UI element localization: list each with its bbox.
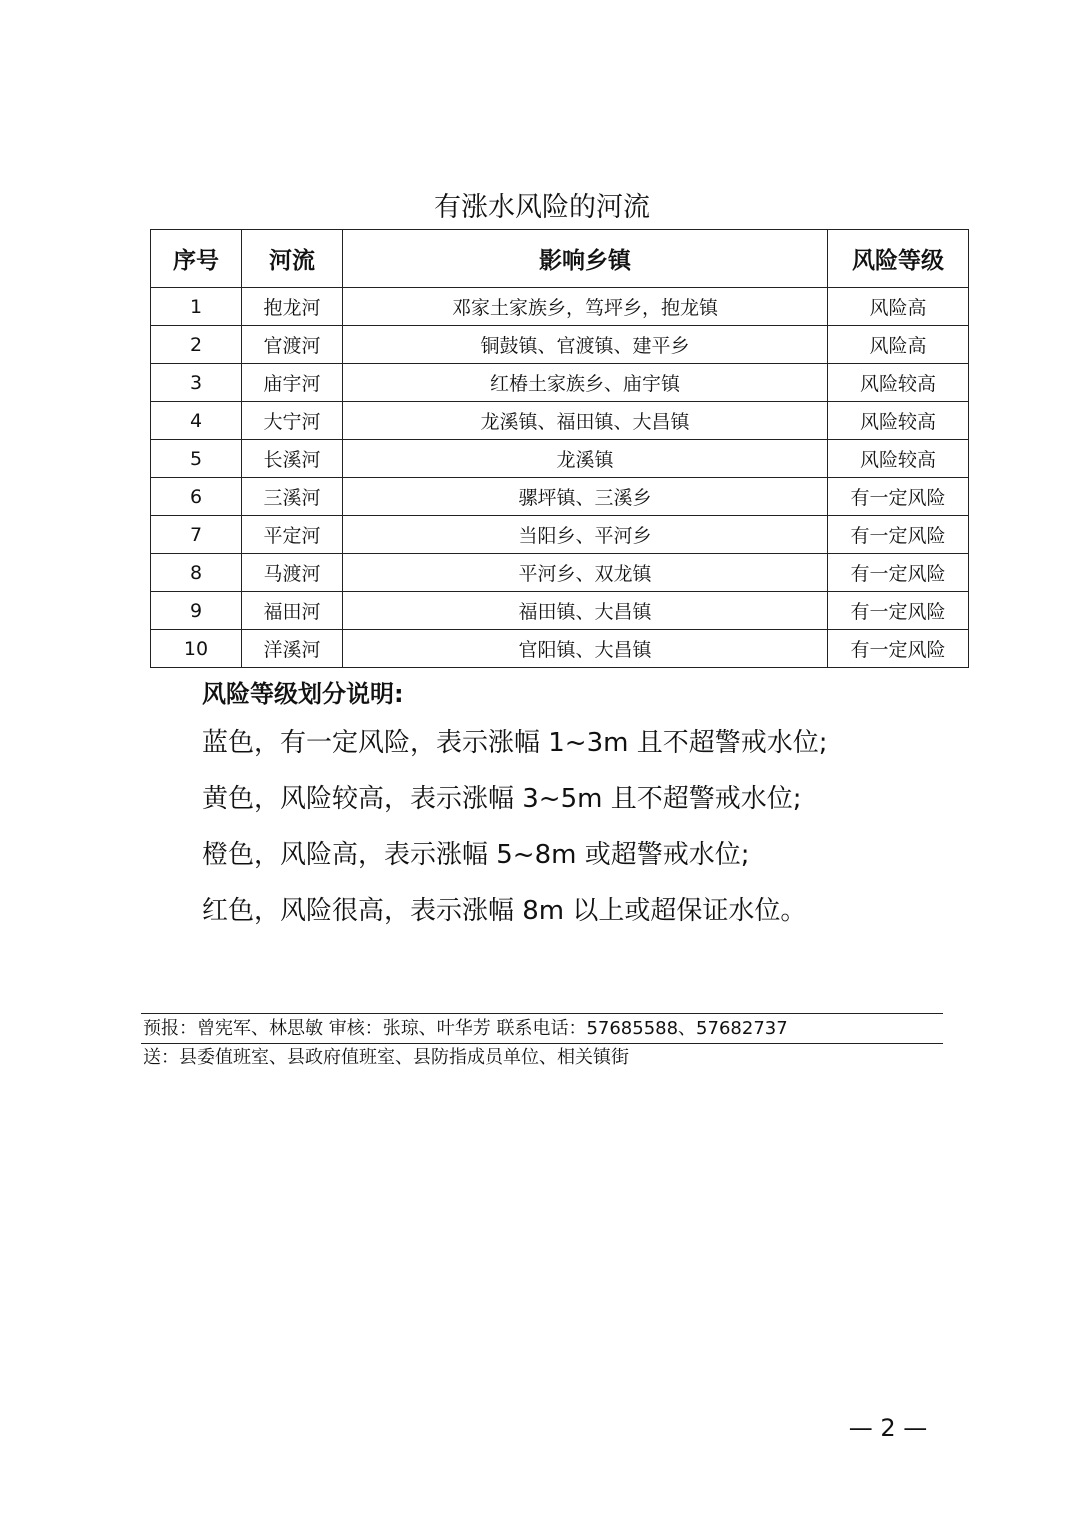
- table-row: [151, 440, 969, 478]
- row-towns: 红椿土家族乡、庙宇镇: [343, 364, 828, 402]
- row-towns: 龙溪镇: [343, 440, 828, 478]
- legend-line-yellow: 黄色，风险较高，表示涨幅 3~5m 且不超警戒水位;: [202, 784, 802, 814]
- row-risk-level: 风险高: [828, 326, 969, 364]
- table-row: [151, 364, 969, 402]
- row-index: 9: [151, 592, 242, 630]
- row-river: 官渡河: [242, 326, 343, 364]
- row-river: 抱龙河: [242, 288, 343, 326]
- legend-line-blue: 蓝色，有一定风险，表示涨幅 1~3m 且不超警戒水位;: [202, 728, 828, 758]
- table-row: [151, 402, 969, 440]
- table-row: [151, 592, 969, 630]
- table-row: [151, 554, 969, 592]
- row-index: 6: [151, 478, 242, 516]
- document-footer: [141, 1013, 943, 1071]
- row-index: 8: [151, 554, 242, 592]
- row-risk-level: 有一定风险: [828, 478, 969, 516]
- row-risk-level: 有一定风险: [828, 516, 969, 554]
- table-row: [151, 630, 969, 668]
- row-risk-level: 有一定风险: [828, 592, 969, 630]
- column-header-index: 序号: [151, 230, 242, 288]
- forecast-credits: 预报：曾宪军、林思敏 审核：张琼、叶华芳 联系电话：57685588、57682737: [141, 1013, 943, 1044]
- row-index: 10: [151, 630, 242, 668]
- row-index: 7: [151, 516, 242, 554]
- table-row: [151, 478, 969, 516]
- row-river: 大宁河: [242, 402, 343, 440]
- row-towns: 龙溪镇、福田镇、大昌镇: [343, 402, 828, 440]
- row-river: 福田河: [242, 592, 343, 630]
- table-row: [151, 326, 969, 364]
- risk-level-legend: [202, 676, 1022, 949]
- row-index: 2: [151, 326, 242, 364]
- row-risk-level: 有一定风险: [828, 554, 969, 592]
- row-risk-level: 风险较高: [828, 440, 969, 478]
- row-towns: 平河乡、双龙镇: [343, 554, 828, 592]
- row-towns: 福田镇、大昌镇: [343, 592, 828, 630]
- column-header-towns: 影响乡镇: [343, 230, 828, 288]
- row-river: 平定河: [242, 516, 343, 554]
- table-title: 有涨水风险的河流: [434, 192, 650, 223]
- row-risk-level: 风险高: [828, 288, 969, 326]
- row-towns: 骡坪镇、三溪乡: [343, 478, 828, 516]
- row-index: 3: [151, 364, 242, 402]
- river-risk-table: [150, 229, 969, 668]
- row-index: 4: [151, 402, 242, 440]
- table-header-row: [151, 230, 969, 288]
- row-river: 长溪河: [242, 440, 343, 478]
- row-risk-level: 有一定风险: [828, 630, 969, 668]
- column-header-risk-level: 风险等级: [828, 230, 969, 288]
- row-index: 1: [151, 288, 242, 326]
- row-risk-level: 风险较高: [828, 364, 969, 402]
- distribution-list: 送：县委值班室、县政府值班室、县防指成员单位、相关镇街: [143, 1047, 629, 1068]
- row-towns: 铜鼓镇、官渡镇、建平乡: [343, 326, 828, 364]
- row-river: 庙宇河: [242, 364, 343, 402]
- table-row: [151, 516, 969, 554]
- row-towns: 邓家土家族乡，笃坪乡，抱龙镇: [343, 288, 828, 326]
- row-river: 马渡河: [242, 554, 343, 592]
- row-river: 三溪河: [242, 478, 343, 516]
- row-river: 洋溪河: [242, 630, 343, 668]
- legend-line-red: 红色，风险很高，表示涨幅 8m 以上或超保证水位。: [202, 896, 807, 926]
- table-row: [151, 288, 969, 326]
- row-towns: 当阳乡、平河乡: [343, 516, 828, 554]
- row-risk-level: 风险较高: [828, 402, 969, 440]
- legend-line-orange: 橙色，风险高，表示涨幅 5~8m 或超警戒水位;: [202, 840, 750, 870]
- row-towns: 官阳镇、大昌镇: [343, 630, 828, 668]
- row-index: 5: [151, 440, 242, 478]
- legend-heading: 风险等级划分说明:: [202, 680, 404, 708]
- page-number: — 2 —: [848, 1414, 928, 1442]
- column-header-river: 河流: [242, 230, 343, 288]
